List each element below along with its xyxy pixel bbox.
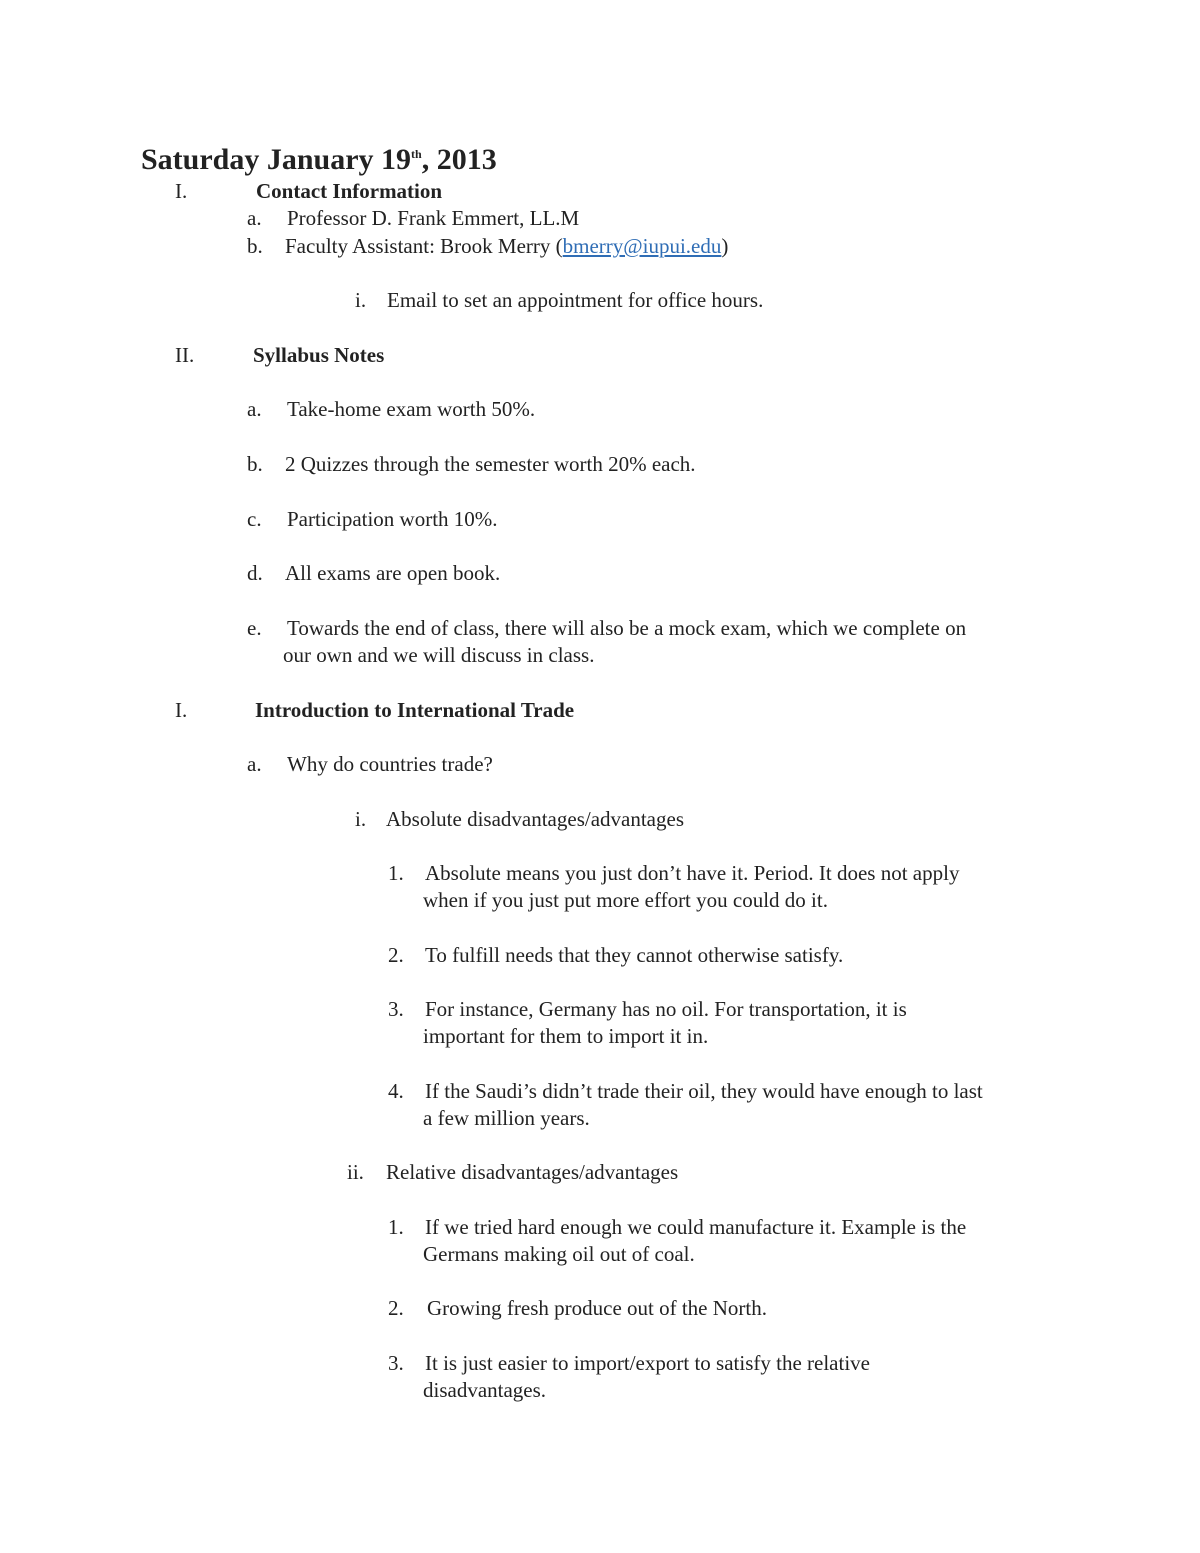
assistant-suffix: ) [721,234,729,258]
list-item: Participation worth 10%. [287,507,498,531]
list-item-continuation: a few million years. [423,1106,590,1130]
list-marker: a. [247,397,262,421]
section-marker: I. [175,698,188,722]
section-heading-syllabus: Syllabus Notes [253,343,385,367]
section-marker: II. [175,343,195,367]
list-item: Take-home exam worth 50%. [287,397,536,421]
list-item-professor: Professor D. Frank Emmert, LL.M [287,206,580,230]
list-item-relative: Relative disadvantages/advantages [386,1160,679,1184]
list-item-continuation: our own and we will discuss in class. [283,643,595,667]
list-marker: 1. [388,861,404,885]
list-marker: ii. [347,1160,364,1184]
list-item: Absolute means you just don’t have it. Period. It does not apply [425,861,960,885]
list-item-continuation: disadvantages. [423,1378,547,1402]
title-tail: , 2013 [421,143,497,176]
section-heading-intro: Introduction to International Trade [255,698,575,722]
list-item-why-trade: Why do countries trade? [287,752,493,776]
list-marker: a. [247,752,262,776]
list-marker: c. [247,507,262,531]
list-marker: 2. [388,943,404,967]
list-marker: d. [247,561,263,585]
email-link[interactable]: bmerry@iupui.edu [562,234,722,258]
list-marker: i. [355,807,367,831]
list-item-continuation: important for them to import it in. [423,1024,709,1048]
list-item-continuation: when if you just put more effort you could do it. [423,888,828,912]
list-marker: i. [355,288,367,312]
list-item: For instance, Germany has no oil. For transportation, it is [425,997,907,1021]
list-item: Growing fresh produce out of the North. [427,1296,767,1320]
list-item-assistant [285,233,728,260]
list-marker: 3. [388,1351,404,1375]
title-superscript: th [411,147,422,161]
list-item-continuation: Germans making oil out of coal. [423,1242,695,1266]
list-item: If the Saudi’s didn’t trade their oil, they would have enough to last [425,1079,983,1103]
list-item: If we tried hard enough we could manufacture it. Example is the [425,1215,967,1239]
section-marker: I. [175,179,188,203]
list-item: 2 Quizzes through the semester worth 20% each. [285,452,696,476]
list-item: Towards the end of class, there will also be a mock exam, which we complete on [287,616,967,640]
assistant-text: Faculty Assistant: Brook Merry ( [285,234,563,258]
list-marker: b. [247,234,263,258]
list-item: All exams are open book. [285,561,501,585]
list-item-absolute: Absolute disadvantages/advantages [386,807,684,831]
list-item: It is just easier to import/export to satisfy the relative [425,1351,870,1375]
list-marker: 4. [388,1079,404,1103]
list-item: To fulfill needs that they cannot otherwise satisfy. [425,943,844,967]
list-marker: 2. [388,1296,404,1320]
section-heading-contact: Contact Information [256,179,443,203]
list-marker: e. [247,616,262,640]
list-marker: a. [247,206,262,230]
list-marker: b. [247,452,263,476]
list-marker: 1. [388,1215,404,1239]
page-title [141,140,497,180]
list-item-office-hours: Email to set an appointment for office hours. [387,288,764,312]
list-marker: 3. [388,997,404,1021]
title-main: Saturday January 19 [141,143,412,176]
